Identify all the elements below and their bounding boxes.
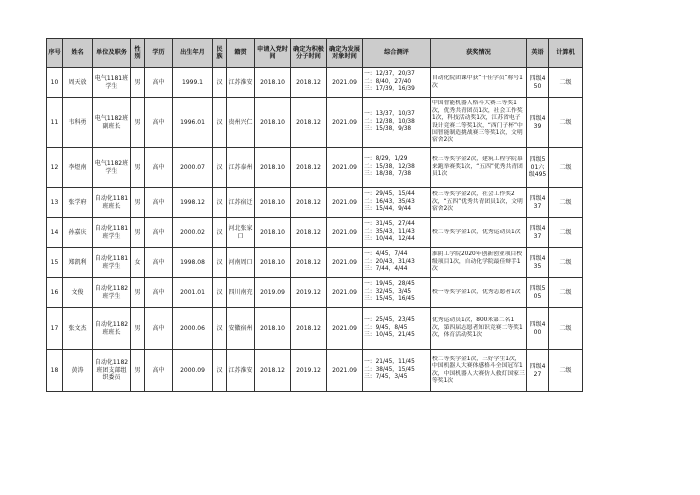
cell-seq: 17	[47, 308, 63, 350]
cell-gender: 男	[131, 188, 145, 218]
cell-edu: 高中	[145, 68, 173, 98]
cell-birth: 2000.09	[173, 350, 213, 392]
cell-activist: 2019.12	[291, 278, 327, 308]
cell-origin: 江苏泰州	[227, 148, 255, 188]
cell-birth: 2000.02	[173, 218, 213, 248]
cell-name: 周天放	[63, 68, 93, 98]
cell-edu: 高中	[145, 218, 173, 248]
table-body	[47, 68, 583, 392]
cell-origin: 安徽宿州	[227, 308, 255, 350]
cell-edu: 高中	[145, 350, 173, 392]
cell-apply: 2018.10	[255, 188, 291, 218]
score-line: 一：25/45，23/45	[364, 317, 415, 324]
cell-computer: 二级	[549, 98, 583, 148]
score-line: 三：15/45，16/45	[364, 296, 415, 303]
cell-name: 黄涛	[63, 350, 93, 392]
cell-english: 四级400	[527, 308, 549, 350]
cell-award	[431, 278, 527, 308]
cell-computer: 二级	[549, 68, 583, 98]
cell-activist: 2019.12	[291, 350, 327, 392]
cell-develop: 2021.09	[327, 218, 363, 248]
cell-origin: 江苏淮安	[227, 68, 255, 98]
award-text: 校二等奖学金1次，三好学生1次，中国机器人大赛体感格斗全国冠军1次，中国机器人大赛仿人救灯国家三等奖1次	[432, 355, 525, 384]
cell-ethnic: 汉	[213, 248, 227, 278]
header-birth: 出生年月	[173, 39, 213, 68]
header-apply: 申请入党时间	[255, 39, 291, 68]
cell-score	[363, 308, 431, 350]
score-line: 二：20/43，31/43	[364, 258, 415, 265]
cell-ethnic: 汉	[213, 98, 227, 148]
cell-gender: 男	[131, 218, 145, 248]
cell-apply: 2018.12	[255, 350, 291, 392]
cell-name: 郑凯利	[63, 248, 93, 278]
score-line: 一：13/37，10/37	[364, 111, 415, 118]
cell-birth: 1999.1	[173, 68, 213, 98]
score-line: 二：12/38，10/38	[364, 118, 415, 125]
cell-computer: 二级	[549, 218, 583, 248]
score-line: 二：16/43，35/43	[364, 198, 415, 205]
cell-origin: 贵州兴仁	[227, 98, 255, 148]
score-line: 三：7/45，3/45	[364, 374, 408, 381]
cell-develop: 2021.09	[327, 68, 363, 98]
cell-activist: 2018.12	[291, 98, 327, 148]
cell-activist: 2018.12	[291, 248, 327, 278]
cell-edu: 高中	[145, 248, 173, 278]
table-row	[47, 218, 583, 248]
cell-unit: 电气1181班学生	[93, 68, 131, 98]
cell-unit: 自动化1182班团支部组织委员	[93, 350, 131, 392]
score-line: 一：4/45，7/44	[364, 251, 408, 258]
cell-name: 张文杰	[63, 308, 93, 350]
cell-english: 四级435	[527, 248, 549, 278]
cell-develop: 2021.09	[327, 148, 363, 188]
cell-apply: 2018.10	[255, 218, 291, 248]
cell-apply: 2018.10	[255, 148, 291, 188]
cell-unit: 自动化1182班班长	[93, 308, 131, 350]
header-unit: 单位及职务	[93, 39, 131, 68]
header-award: 获奖情况	[431, 39, 527, 68]
cell-develop: 2021.09	[327, 188, 363, 218]
cell-seq: 18	[47, 350, 63, 392]
cell-name: 张学府	[63, 188, 93, 218]
cell-seq: 12	[47, 148, 63, 188]
award-text: 淮阴工学院2020年创新创业项目校级项目1次，自动化学院最佳辩手1次	[432, 251, 523, 273]
cell-edu: 高中	[145, 148, 173, 188]
header-row	[47, 39, 583, 68]
cell-name: 孙嘉庆	[63, 218, 93, 248]
cell-award	[431, 98, 527, 148]
cell-gender: 女	[131, 248, 145, 278]
cell-apply: 2018.10	[255, 248, 291, 278]
cell-seq: 16	[47, 278, 63, 308]
cell-gender: 男	[131, 148, 145, 188]
cell-origin: 四川南充	[227, 278, 255, 308]
cell-develop: 2021.09	[327, 350, 363, 392]
cell-activist: 2018.12	[291, 218, 327, 248]
cell-origin: 河南周口	[227, 248, 255, 278]
cell-birth: 2000.07	[173, 148, 213, 188]
cell-name: 李煜南	[63, 148, 93, 188]
cell-score	[363, 188, 431, 218]
cell-activist: 2018.12	[291, 308, 327, 350]
cell-edu: 高中	[145, 98, 173, 148]
award-text: 校二等奖学金1次，优秀运动员1次	[432, 228, 521, 235]
score-line: 三：17/39，16/39	[364, 86, 415, 93]
cell-birth: 1998.12	[173, 188, 213, 218]
cell-seq: 14	[47, 218, 63, 248]
score-line: 三：7/44，4/44	[364, 266, 408, 273]
score-line: 二：32/45，3/45	[364, 288, 412, 295]
cell-english: 四级439	[527, 98, 549, 148]
cell-name: 韦科勇	[63, 98, 93, 148]
table-row	[47, 148, 583, 188]
cell-origin: 江苏淮安	[227, 350, 255, 392]
table-row	[47, 98, 583, 148]
award-text: 中国智能机器人格斗大赛三等奖1次，优秀共青团员1次，社会工作奖1次，科技活动奖1次，江苏省电子设计竞赛二等奖1次，“西门子杯”中国智能制造挑战赛三等奖1次，文明宿舍2次	[432, 100, 523, 144]
cell-birth: 2000.06	[173, 308, 213, 350]
score-line: 二：15/38，12/38	[364, 163, 415, 170]
cell-score	[363, 248, 431, 278]
cell-birth: 1998.08	[173, 248, 213, 278]
score-line: 一：8/29，1/29	[364, 156, 408, 163]
header-computer: 计算机	[549, 39, 583, 68]
cell-activist: 2018.12	[291, 148, 327, 188]
score-line: 二：38/45，15/45	[364, 366, 415, 373]
cell-name: 文俊	[63, 278, 93, 308]
cell-computer: 二级	[549, 350, 583, 392]
cell-unit: 自动化1182班学生	[93, 278, 131, 308]
cell-activist: 2018.12	[291, 68, 327, 98]
cell-seq: 13	[47, 188, 63, 218]
cell-award	[431, 188, 527, 218]
header-score: 综合测评	[363, 39, 431, 68]
header-name: 姓名	[63, 39, 93, 68]
header-origin: 籍贯	[227, 39, 255, 68]
score-line: 三：18/38，7/38	[364, 171, 412, 178]
table-row	[47, 68, 583, 98]
cell-score	[363, 218, 431, 248]
header-edu: 学历	[145, 39, 173, 68]
score-line: 一：31/45，27/44	[364, 221, 415, 228]
cell-award	[431, 148, 527, 188]
cell-award	[431, 218, 527, 248]
cell-award	[431, 68, 527, 98]
award-text: 校一等奖学金1次，优秀志愿者1次	[432, 288, 521, 295]
cell-score	[363, 98, 431, 148]
cell-gender: 男	[131, 350, 145, 392]
score-line: 二：9/45，8/45	[364, 324, 408, 331]
cell-award	[431, 248, 527, 278]
score-line: 三：10/45，21/45	[364, 332, 415, 339]
score-line: 一：12/37，20/37	[364, 71, 415, 78]
score-line: 三：15/44，9/44	[364, 206, 412, 213]
cell-birth: 1996.01	[173, 98, 213, 148]
cell-develop: 2021.09	[327, 98, 363, 148]
award-text: 优秀运动员1次，800米第二名1次，第四届志愿者知识竞赛二等奖1次，体育活动奖1次	[432, 317, 523, 339]
cell-apply: 2019.09	[255, 278, 291, 308]
header-gender: 性别	[131, 39, 145, 68]
cell-apply: 2018.10	[255, 68, 291, 98]
cell-gender: 男	[131, 278, 145, 308]
table-row	[47, 350, 583, 392]
table-row	[47, 278, 583, 308]
cell-score	[363, 278, 431, 308]
cell-apply: 2018.10	[255, 98, 291, 148]
cell-gender: 男	[131, 98, 145, 148]
cell-unit: 电气1182班副班长	[93, 98, 131, 148]
header-develop: 确定为发展对象时间	[327, 39, 363, 68]
cell-ethnic: 汉	[213, 218, 227, 248]
score-line: 一：19/45，28/45	[364, 281, 415, 288]
cell-english: 四级501六级495	[527, 148, 549, 188]
cell-ethnic: 汉	[213, 68, 227, 98]
score-line: 三：15/38，9/38	[364, 126, 412, 133]
candidate-table	[46, 38, 583, 392]
header-ethnic: 民族	[213, 39, 227, 68]
cell-develop: 2021.09	[327, 248, 363, 278]
cell-develop: 2021.09	[327, 308, 363, 350]
cell-ethnic: 汉	[213, 350, 227, 392]
score-line: 三：10/44，12/44	[364, 236, 415, 243]
cell-score	[363, 148, 431, 188]
cell-award	[431, 308, 527, 350]
cell-english: 四级437	[527, 218, 549, 248]
cell-unit: 自动化1181班学生	[93, 248, 131, 278]
cell-computer: 二级	[549, 308, 583, 350]
table-row	[47, 308, 583, 350]
cell-computer: 二级	[549, 188, 583, 218]
cell-ethnic: 汉	[213, 148, 227, 188]
cell-score	[363, 350, 431, 392]
score-line: 二：35/43，11/43	[364, 228, 415, 235]
cell-gender: 男	[131, 68, 145, 98]
cell-ethnic: 汉	[213, 278, 227, 308]
score-line: 一：21/45，11/45	[364, 359, 415, 366]
cell-seq: 15	[47, 248, 63, 278]
score-line: 二：8/40，27/40	[364, 78, 412, 85]
table-row	[47, 188, 583, 218]
cell-origin: 江苏宿迁	[227, 188, 255, 218]
cell-english: 四级505	[527, 278, 549, 308]
cell-edu: 高中	[145, 308, 173, 350]
cell-computer: 二级	[549, 278, 583, 308]
cell-unit: 自动化1181班学生	[93, 218, 131, 248]
cell-unit: 电气1182班学生	[93, 148, 131, 188]
cell-birth: 2001.01	[173, 278, 213, 308]
cell-edu: 高中	[145, 188, 173, 218]
cell-edu: 高中	[145, 278, 173, 308]
score-line: 一：29/45，15/44	[364, 191, 415, 198]
cell-develop: 2021.09	[327, 278, 363, 308]
cell-score	[363, 68, 431, 98]
cell-origin: 河北张家口	[227, 218, 255, 248]
header-english: 英语	[527, 39, 549, 68]
cell-unit: 自动化1181班班长	[93, 188, 131, 218]
cell-english: 四级437	[527, 188, 549, 218]
header-seq: 序号	[47, 39, 63, 68]
cell-computer: 二级	[549, 148, 583, 188]
award-text: 自动化院团课中获“十佳学员”称号1次	[432, 75, 523, 89]
table-row	[47, 248, 583, 278]
cell-seq: 10	[47, 68, 63, 98]
cell-gender: 男	[131, 308, 145, 350]
cell-activist: 2018.12	[291, 188, 327, 218]
cell-apply: 2018.10	[255, 308, 291, 350]
header-activist: 确定为积极分子时间	[291, 39, 327, 68]
cell-english: 四级427	[527, 350, 549, 392]
cell-ethnic: 汉	[213, 188, 227, 218]
cell-english: 四级450	[527, 68, 549, 98]
award-text: 校三等奖学金2次，社会工作奖2次，“五四”优秀共青团员1次，文明宿舍2次	[432, 191, 523, 213]
cell-seq: 11	[47, 98, 63, 148]
award-text: 校三等奖学金2次，建筑工程学院慕来跑举赛奖1次，“五四”优秀共青团员1次	[432, 156, 523, 178]
cell-computer: 二级	[549, 248, 583, 278]
cell-award	[431, 350, 527, 392]
cell-ethnic: 汉	[213, 308, 227, 350]
